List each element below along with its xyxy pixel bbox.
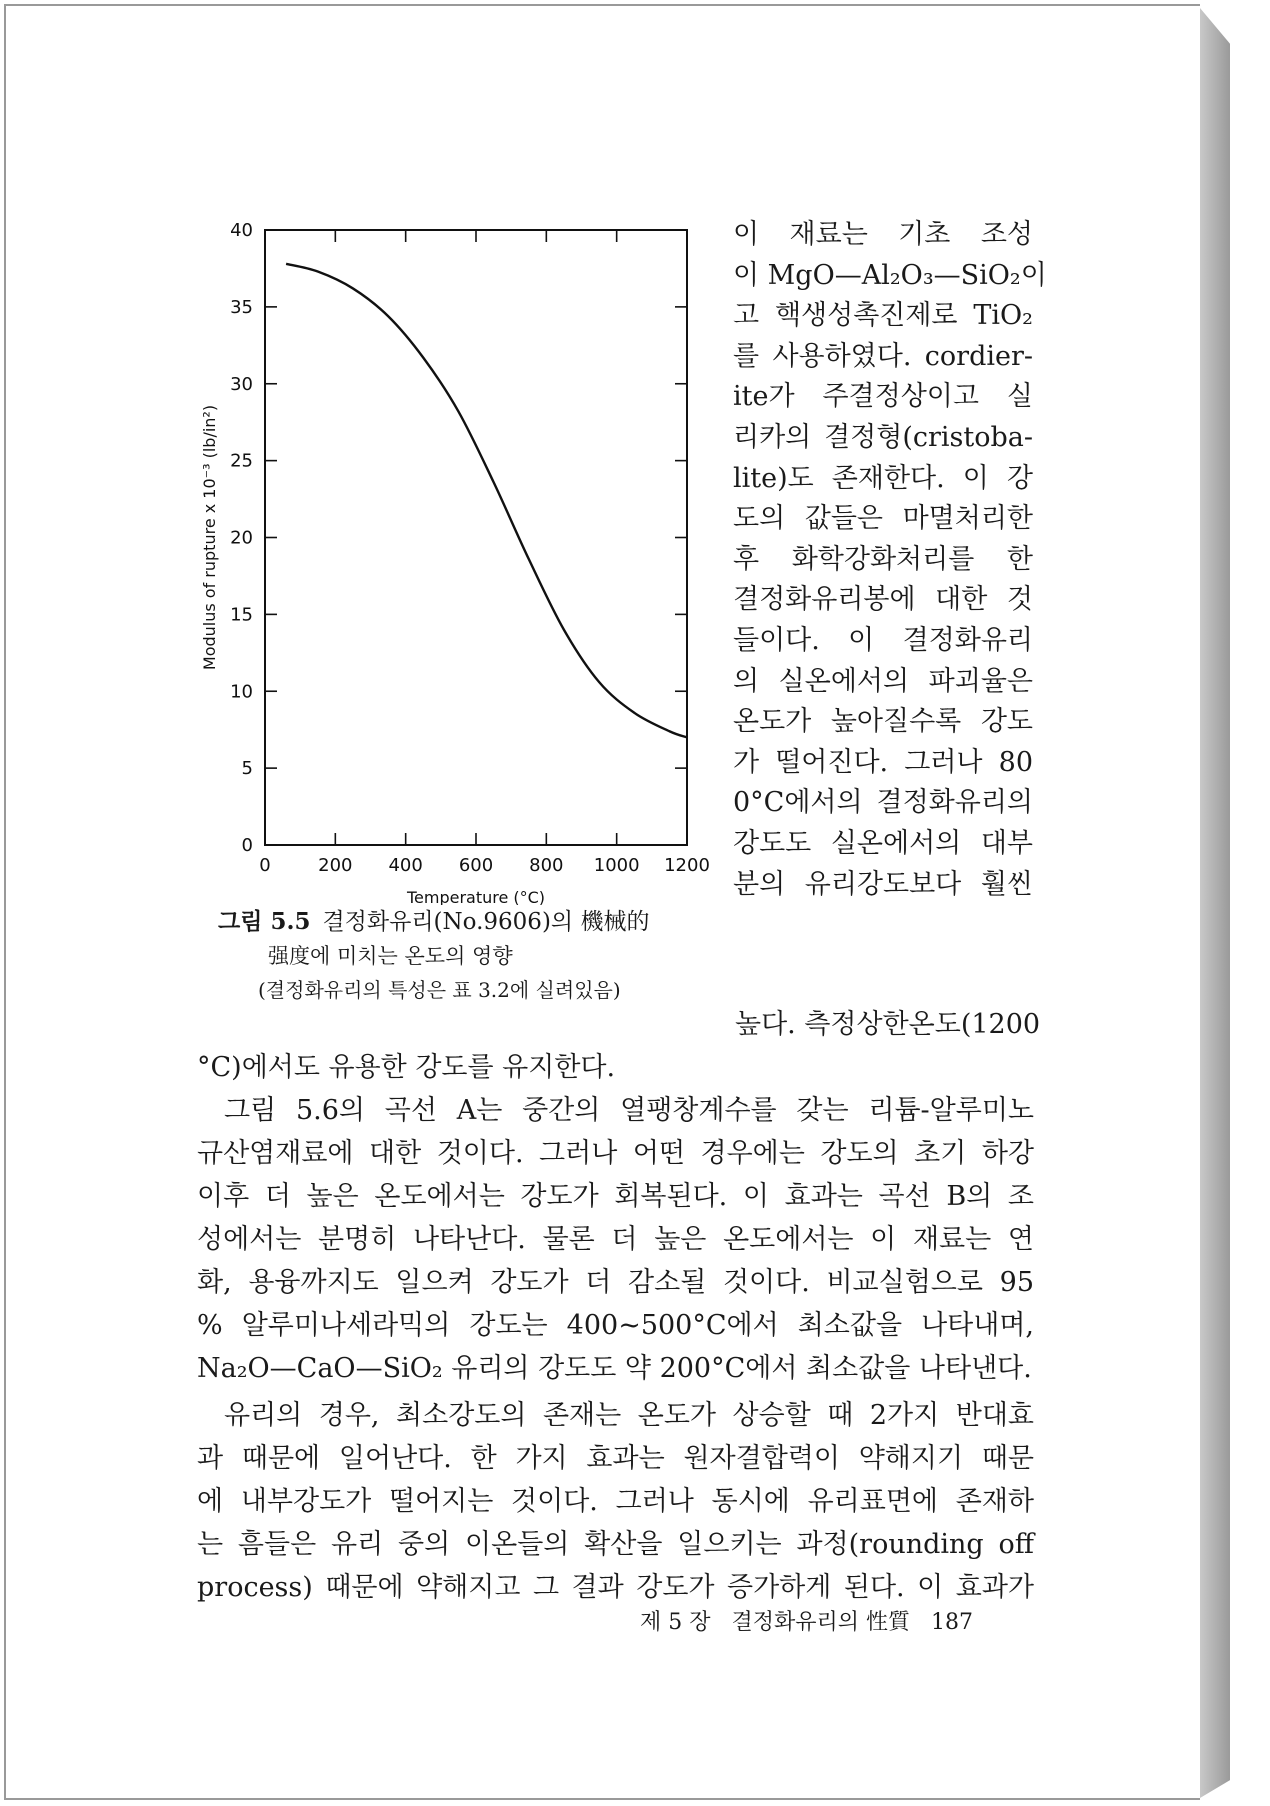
side-text-column — [733, 215, 1047, 905]
side-line: 이 MgO—Al₂O₃—SiO₂이 — [733, 259, 1047, 291]
y-tick-label: 30 — [230, 373, 253, 395]
body-line: 높다. 측정상한온도(1200 — [735, 1009, 1041, 1040]
y-tick-label: 25 — [230, 450, 253, 472]
side-line: 고 핵생성촉진제로 TiO₂ — [733, 300, 1033, 332]
y-tick-label: 10 — [230, 681, 253, 703]
page-edge-shadow — [1200, 8, 1230, 1798]
y-tick-label: 0 — [241, 835, 253, 856]
chart-svg — [195, 215, 715, 905]
side-line: 강도도 실온에서의 대부 — [733, 827, 1033, 859]
side-line: 분의 유리강도보다 훨씬 — [733, 868, 1033, 900]
side-line: 0°C에서의 결정화유리의 — [733, 787, 1033, 819]
plot-frame — [265, 230, 687, 845]
y-tick-label: 20 — [230, 527, 253, 549]
side-line: 결정화유리봉에 대한 것 — [733, 584, 1033, 616]
body-text — [197, 1003, 1041, 1609]
page-number: 187 — [931, 1610, 974, 1635]
x-tick-label: 400 — [388, 855, 423, 876]
side-line: 후 화학강화처리를 한 — [733, 543, 1033, 575]
x-tick-label: 1000 — [593, 855, 640, 876]
y-tick-label: 35 — [230, 296, 253, 318]
x-tick-label: 1200 — [664, 855, 710, 876]
side-line: 이 재료는 기초 조성 — [733, 219, 1033, 250]
caption-text-1: 결정화유리(No.9606)의 機械的 — [322, 909, 650, 935]
x-tick-label: 0 — [259, 855, 271, 876]
x-tick-label: 200 — [318, 855, 353, 876]
caption-line-3: (결정화유리의 특성은 표 3.2에 실려있음) — [258, 978, 621, 1002]
side-line: 도의 값들은 마멸처리한 — [733, 503, 1033, 535]
caption-line-2: 强度에 미치는 온도의 영향 — [268, 944, 513, 968]
side-line: ite가 주결정상이고 실 — [733, 381, 1033, 413]
series-line — [286, 264, 687, 738]
figure-label: 그림 5.5 — [218, 908, 311, 935]
y-tick-label: 5 — [241, 758, 253, 780]
x-tick-label: 800 — [529, 855, 564, 876]
figure-5-5-chart — [195, 215, 715, 905]
side-line: lite)도 존재한다. 이 강 — [733, 462, 1033, 494]
body-line: 규산염재료에 대한 것이다. 그러나 어떤 경우에는 강도의 초기 하강 — [197, 1138, 1034, 1169]
side-line: 가 떨어진다. 그러나 80 — [733, 746, 1033, 778]
side-line: 를 사용하였다. cordier- — [733, 340, 1033, 372]
body-line: 이후 더 높은 온도에서는 강도가 회복된다. 이 효과는 곡선 B의 조 — [197, 1181, 1034, 1212]
body-line: 는 흠들은 유리 중의 이온들의 확산을 일으키는 과정(rounding off — [197, 1529, 1034, 1560]
side-line: 의 실온에서의 파괴율은 — [733, 665, 1033, 697]
figure-caption — [218, 905, 738, 1007]
body-line: process) 때문에 약해지고 그 결과 강도가 증가하게 된다. 이 효과가 — [197, 1572, 1034, 1603]
body-line: % 알루미나세라믹의 강도는 400~500°C에서 최소값을 나타내며, — [197, 1310, 1034, 1341]
footer-chapter: 제 5 장 — [640, 1610, 711, 1635]
body-line: °C)에서도 유용한 강도를 유지한다. — [197, 1052, 616, 1083]
x-tick-label: 600 — [458, 855, 494, 876]
y-axis-label: Modulus of rupture x 10⁻³ (lb/in²) — [200, 404, 219, 671]
body-line: 성에서는 분명히 나타난다. 물론 더 높은 온도에서는 이 재료는 연 — [197, 1224, 1034, 1255]
y-tick-label: 15 — [230, 604, 253, 626]
body-line: 에 내부강도가 떨어지는 것이다. 그러나 동시에 유리표면에 존재하 — [197, 1486, 1034, 1517]
page-footer — [640, 1605, 987, 1636]
side-line: 온도가 높아질수록 강도 — [733, 706, 1033, 738]
footer-title: 결정화유리의 性質 — [731, 1610, 911, 1635]
body-line: 그림 5.6의 곡선 A는 중간의 열팽창계수를 갖는 리튬-알루미노 — [224, 1095, 1034, 1126]
body-line: 유리의 경우, 최소강도의 존재는 온도가 상승할 때 2가지 반대효 — [224, 1400, 1034, 1431]
x-axis-label: Temperature (°C) — [406, 888, 546, 905]
body-line: 화, 용융까지도 일으켜 강도가 더 감소될 것이다. 비교실험으로 95 — [197, 1267, 1034, 1298]
body-line: Na₂O—CaO—SiO₂ 유리의 강도도 약 200°C에서 최소값을 나타낸다. — [197, 1353, 1032, 1384]
body-line: 과 때문에 일어난다. 한 가지 효과는 원자결합력이 약해지기 때문 — [197, 1443, 1034, 1474]
side-line: 들이다. 이 결정화유리 — [733, 624, 1033, 656]
y-tick-label: 40 — [230, 220, 253, 241]
side-line: 리카의 결정형(cristoba- — [733, 421, 1033, 453]
caption-line-1 — [218, 905, 738, 939]
